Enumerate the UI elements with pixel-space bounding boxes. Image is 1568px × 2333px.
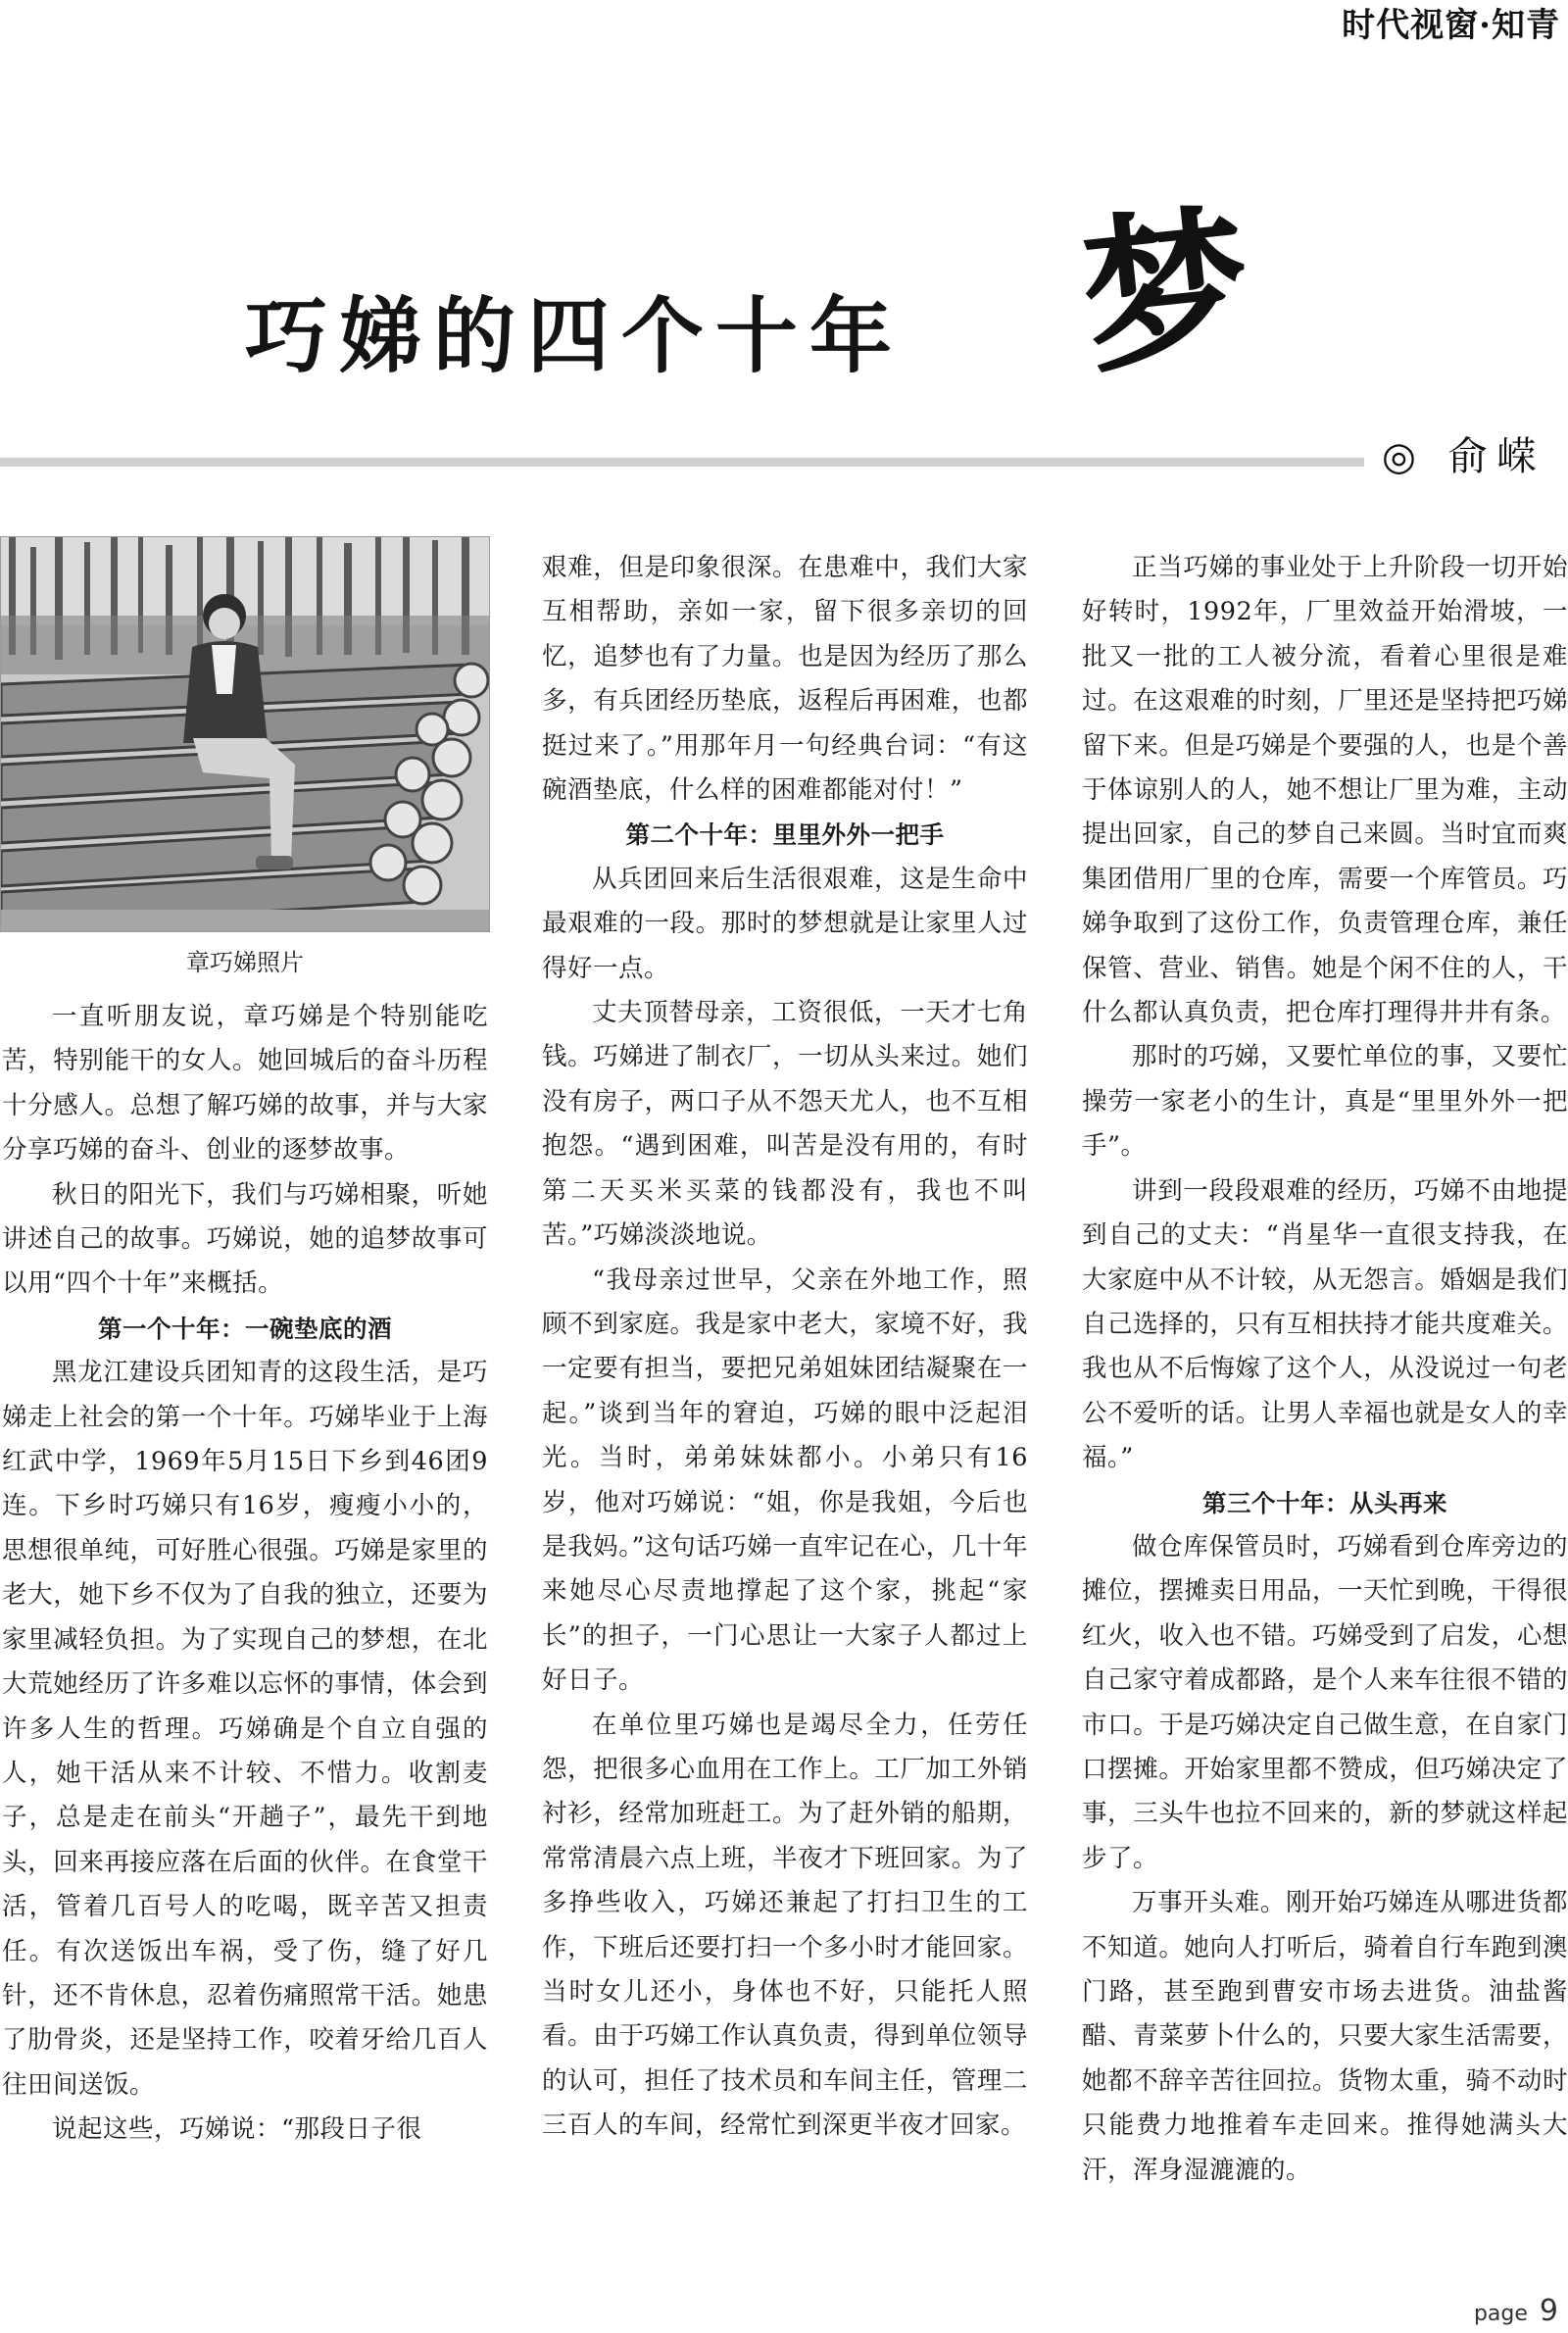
paragraph: 那时的巧娣，又要忙单位的事，又要忙操劳一家老小的生计，真是“里里外外一把手”。: [1082, 1042, 1568, 1162]
paragraph: 正当巧娣的事业处于上升阶段一切开始好转时，1992年，厂里效益开始滑坡，一批又一批的工人被分流，看着心里很是难过。在这艰难的时刻，厂里还是坚持把巧娣留下来。但是巧娣是个要强的人，也是个善于体谅别人的人，她不想让厂里为难，主动提出回家，自己的梦自己来圆。当时宜而爽集团借用厂里的仓库，需要一个库管员。巧娣争取到了这份工作，负责管理仓库，兼任保管、营业、销售。她是个闲不住的人，干什么都认真负责，把仓库打理得井井有条。: [1082, 553, 1568, 1028]
paragraph: 一直听朋友说，章巧娣是个特别能吃苦，特别能干的女人。她回城后的奋斗历程十分感人。总想了解巧娣的故事，并与大家分享巧娣的奋斗、创业的逐梦故事。: [2, 1002, 488, 1166]
text-column-2: [542, 546, 1028, 2149]
page-word: page: [1473, 2302, 1528, 2326]
author-name: 俞嵘: [1447, 434, 1546, 479]
article-title-calligraphy: 梦: [1073, 185, 1260, 399]
paragraph: 艰难，但是印象很深。在患难中，我们大家互相帮助，亲如一家，留下很多亲切的回忆，追梦也有了力量。也是因为经历了那么多，有兵团经历垫底，返程后再困难，也都挺过来了。”用那年月一句经典台词：“有这碗酒垫底，什么样的困难都能对付！”: [542, 553, 1028, 806]
text-column-3: [1082, 546, 1568, 2193]
section-heading-2: 第二个十年：里里外外一把手: [625, 820, 945, 850]
article-title: [245, 185, 1260, 420]
paragraph: 在单位里巧娣也是竭尽全力，任劳任怨，把很多心血用在工作上。工厂加工外销衬衫，经常加班赶工。为了赶外销的船期，常常清晨六点上班，半夜才下班回家。为了多挣些收入，巧娣还兼起了打扫卫生的工作，下班后还要打扫一个多小时才能回家。当时女儿还小，身体也不好，只能托人照看。由于巧娣工作认真负责，得到单位领导的认可，担任了技术员和车间主任，管理二三百人的车间，经常忙到深更半夜才回家。: [542, 1710, 1028, 2141]
text-column-1: [2, 995, 488, 2153]
section-header: 时代视窗·知青: [1342, 6, 1560, 45]
paragraph: 丈夫顶替母亲，工资很低，一天才七角钱。巧娣进了制衣厂，一切从头来过。她们没有房子，两口子从不怨天尤人，也不互相抱怨。“遇到困难，叫苦是没有用的，有时第二天买米买菜的钱都没有，我也不叫苦。”巧娣淡淡地说。: [542, 998, 1028, 1251]
byline: [1382, 422, 1546, 491]
photo-illustration: [1, 537, 490, 932]
paragraph: 讲到一段段艰难的经历，巧娣不由地提到自己的丈夫：“肖星华一直很支持我，在大家庭中从不计较，从无怨言。婚姻是我们自己选择的，只有互相扶持才能共度难关。我也从不后悔嫁了这个人，从没说过一句老公不爱听的话。让男人幸福也就是女人的幸福。”: [1082, 1175, 1568, 1473]
paragraph: 秋日的阳光下，我们与巧娣相聚，听她讲述自己的故事。巧娣说，她的追梦故事可以用“四个十年”来概括。: [2, 1179, 488, 1299]
byline-mark: ◎: [1382, 434, 1426, 479]
title-divider: [0, 458, 1364, 467]
paragraph: “我母亲过世早，父亲在外地工作，照顾不到家庭。我是家中老大，家境不好，我一定要有担当，要把兄弟姐妹团结凝聚在一起。”谈到当年的窘迫，巧娣的眼中泛起泪光。当时，弟弟妹妹都小。小弟只有16岁，他对巧娣说：“姐，你是我姐，今后也是我妈。”这句话巧娣一直牢记在心，几十年来她尽心尽责地撑起了这个家，挑起“家长”的担子，一门心思让一大家子人都过上好日子。: [542, 1265, 1028, 1696]
article-title-main: 巧娣的四个十年: [245, 288, 905, 384]
paragraph: 说起这些，巧娣说：“那段日子很: [52, 2114, 422, 2145]
paragraph: 黑龙江建设兵团知青的这段生活，是巧娣走上社会的第一个十年。巧娣毕业于上海红武中学，1969年5月15日下乡到46团9连。下乡时巧娣只有16岁，瘦瘦小小的，思想很单纯，可好胜心很强。巧娣是家里的老大，她下乡不仅为了自我的独立，还要为家里减轻负担。为了实现自己的梦想，在北大荒她经历了许多难以忘怀的事情，体会到许多人生的哲理。巧娣确是个自立自强的人，她干活从来不计较、不惜力。收割麦子，总是走在前头“开趟子”，最先干到地头，回来再接应落在后面的伙伴。在食堂干活，管着几百号人的吃喝，既辛苦又担责任。有次送饭出车祸，受了伤，缝了好几针，还不肯休息，忍着伤痛照常干活。她患了肋骨炎，还是坚持工作，咬着牙给几百人往田间送饭。: [2, 1358, 488, 2100]
page-number: 9: [1539, 2294, 1558, 2328]
photo-caption: 章巧娣照片: [186, 949, 304, 976]
paragraph: 万事开头难。刚开始巧娣连从哪进货都不知道。她向人打听后，骑着自行车跑到澳门路，甚至跑到曹安市场去进货。油盐酱醋、青菜萝卜什么的，只要大家生活需要，她都不辞辛苦往回拉。货物太重，骑不动时只能费力地推着车走回来。推得她满头大汗，浑身湿漉漉的。: [1082, 1888, 1568, 2185]
section-heading-1: 第一个十年：一碗垫底的酒: [98, 1314, 392, 1343]
paragraph: 做仓库保管员时，巧娣看到仓库旁边的摊位，摆摊卖日用品，一天忙到晚，干得很红火，收入也不错。巧娣受到了启发，心想自己家守着成都路，是个人来车往很不错的市口。于是巧娣决定自己做生意，在自家门口摆摊。开始家里都不赞成，但巧娣决定了事，三头牛也拉不回来的，新的梦就这样起步了。: [1082, 1531, 1568, 1873]
page-footer: [1474, 2294, 1558, 2329]
article-photo: [0, 536, 490, 932]
section-heading-3: 第三个十年：从头再来: [1202, 1488, 1447, 1517]
paragraph: 从兵团回来后生活很艰难，这是生命中最艰难的一段。那时的梦想就是让家里人过得好一点。: [542, 864, 1028, 983]
